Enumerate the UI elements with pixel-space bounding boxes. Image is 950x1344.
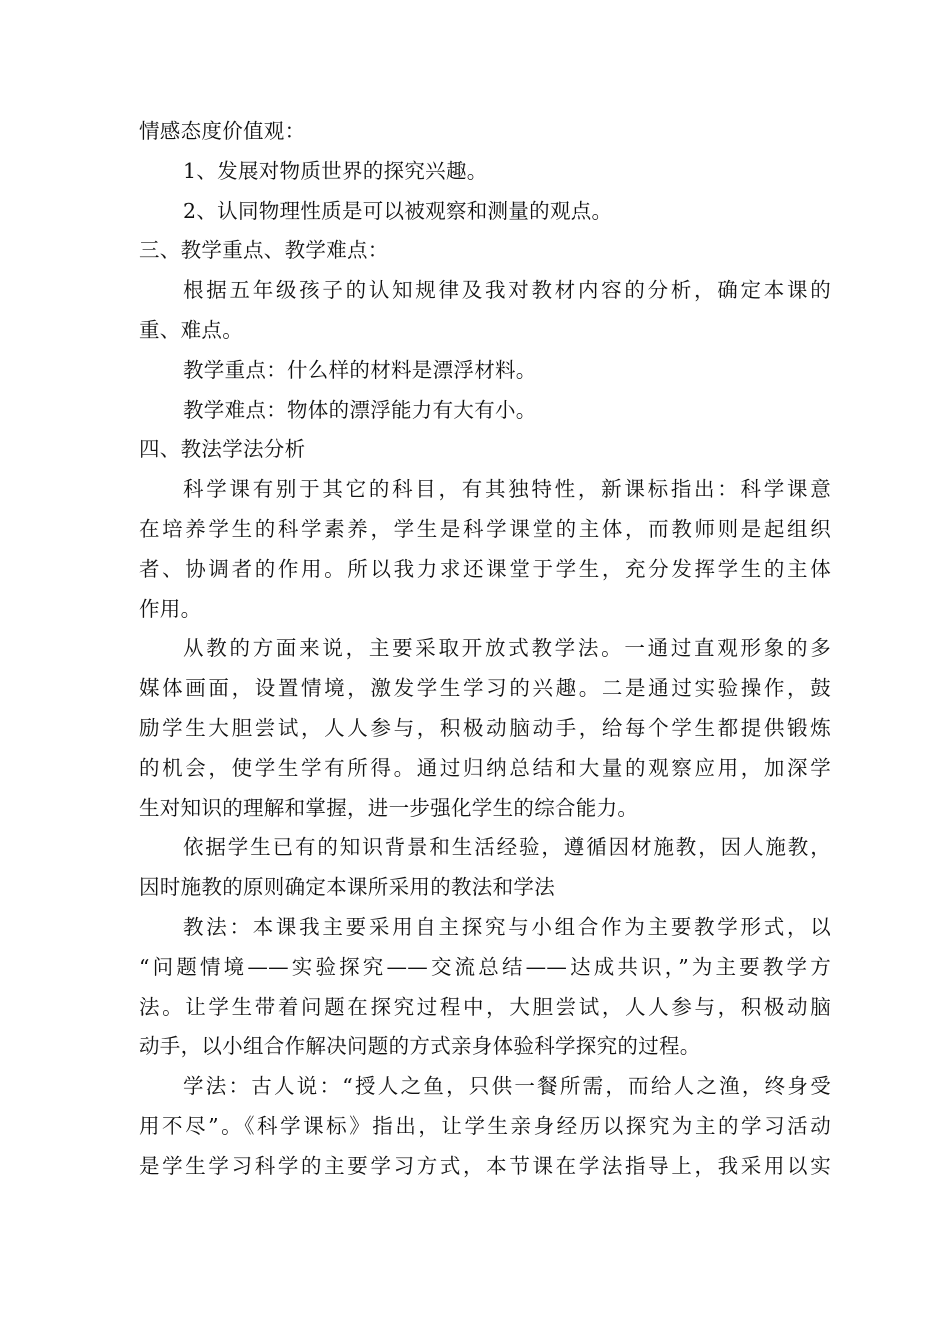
paragraph-line: 重、难点。 [139,317,243,342]
paragraph-line: 科学课有别于其它的科目，有其独特性，新课标指出：科学课意 [183,477,831,502]
paragraph-line: 法。让学生带着问题在探究过程中，大胆尝试，人人参与，积极动脑 [139,994,831,1019]
paragraph-line: 根据五年级孩子的认知规律及我对教材内容的分析，确定本课的 [183,278,831,303]
list-item: 1、发展对物质世界的探究兴趣。 [183,158,488,183]
paragraph-line: 依据学生已有的知识背景和生活经验，遵循因材施教，因人施教， [183,835,831,860]
paragraph-line: 是学生学习科学的主要学习方式，本节课在学法指导上，我采用以实 [139,1153,831,1178]
paragraph-line: 动手，以小组合作解决问题的方式亲身体验科学探究的过程。 [139,1034,701,1059]
section-heading-key-points: 三、教学重点、教学难点： [139,238,389,263]
paragraph-line: 的机会，使学生学有所得。通过归纳总结和大量的观察应用，加深学 [139,755,831,780]
paragraph-line: 从教的方面来说，主要采取开放式教学法。一通过直观形象的多 [183,636,831,661]
section-heading-attitude: 情感态度价值观： [139,119,306,143]
document-page [139,112,831,1187]
paragraph-line: 生对知识的理解和掌握，进一步强化学生的综合能力。 [139,795,639,820]
paragraph-line: 励学生大胆尝试，人人参与，积极动脑动手，给每个学生都提供锻炼 [139,715,831,740]
difficulty-line: 教学难点：物体的漂浮能力有大有小。 [183,397,537,422]
paragraph-line: 者、协调者的作用。所以我力求还课堂于学生，充分发挥学生的主体 [139,556,831,581]
paragraph-line: 因时施教的原则确定本课所采用的教法和学法 [139,875,555,900]
paragraph-line: 在培养学生的科学素养，学生是科学课堂的主体，而教师则是起组织 [139,516,831,541]
paragraph-line: 作用。 [139,596,202,621]
list-item: 2、认同物理性质是可以被观察和测量的观点。 [183,198,613,223]
paragraph-line: 教法：本课我主要采用自主探究与小组合作为主要教学形式，以 [183,914,831,939]
paragraph-line: 用不尽”。《科学课标》指出，让学生亲身经历以探究为主的学习活动 [139,1113,831,1138]
paragraph-line: 学法：古人说：“授人之鱼，只供一餐所需，而给人之渔，终身受 [183,1074,831,1099]
section-heading-methods: 四、教法学法分析 [139,437,306,462]
paragraph-line: “问题情境——实验探究——交流总结——达成共识，”为主要教学方 [139,954,831,979]
paragraph-line: 媒体画面，设置情境，激发学生学习的兴趣。二是通过实验操作，鼓 [139,676,831,701]
key-point-line: 教学重点：什么样的材料是漂浮材料。 [183,357,537,382]
